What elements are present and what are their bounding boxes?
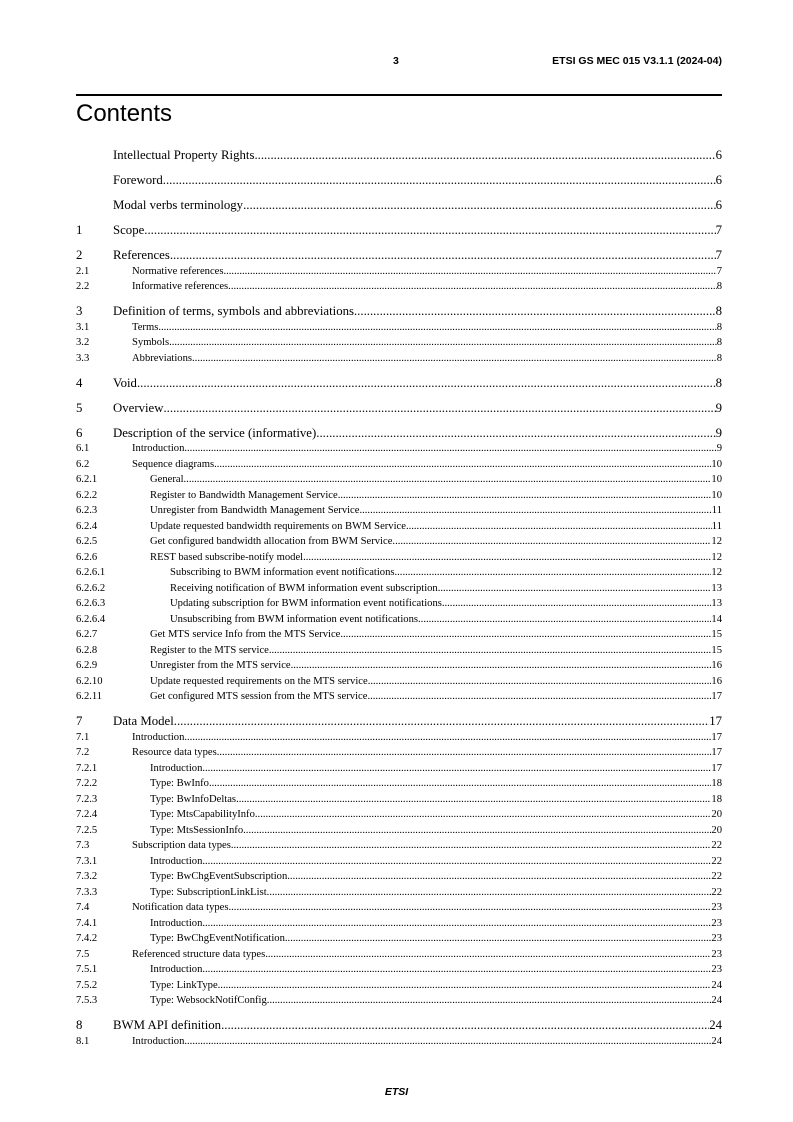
toc-dot-leader [221,1018,709,1034]
toc-entry-title: Type: WebsockNotifConfig [150,995,267,1006]
toc-dot-leader [169,335,717,351]
toc-entry-number: 6.2.8 [76,644,98,656]
toc-entry[interactable] [76,627,722,643]
table-of-contents [76,148,722,1049]
toc-entry[interactable] [76,534,722,550]
toc-entry[interactable] [76,916,722,932]
toc-entry-title: Subscription data types [132,840,231,851]
toc-entry[interactable] [76,596,722,612]
toc-dot-leader [367,689,711,705]
toc-entry-page: 22 [711,855,722,867]
toc-entry-number: 2.2 [76,281,90,292]
toc-entry[interactable] [76,869,722,885]
toc-dot-leader [170,248,716,264]
toc-entry[interactable] [76,441,722,457]
toc-entry-title: Modal verbs terminology [113,198,244,212]
toc-entry-page: 23 [711,902,722,913]
toc-entry-number: 6.2.6.1 [76,567,106,578]
toc-entry-page: 6 [715,198,722,212]
toc-entry-title: Get configured bandwidth allocation from BWM Service [150,536,393,547]
toc-entry-number: 6.2.4 [76,520,98,532]
toc-entry-number: 7.2.2 [76,778,98,789]
toc-entry-number: 6.2.6.3 [76,598,106,609]
toc-entry-number: 6.2.6.2 [76,582,106,594]
toc-entry[interactable] [76,581,722,597]
toc-entry-page: 18 [711,793,722,805]
toc-entry[interactable] [76,689,722,705]
toc-dot-leader [303,550,711,566]
toc-dot-leader [291,658,712,674]
toc-entry-page: 24 [711,1035,722,1047]
toc-entry-page: 23 [711,964,722,975]
toc-entry-page: 18 [711,778,722,789]
toc-entry-number: 6.2.1 [76,474,98,485]
toc-entry-number: 7 [76,714,83,728]
toc-entry-number: 7.4.2 [76,933,98,944]
toc-dot-leader [442,596,712,612]
toc-dot-leader [163,401,715,417]
toc-entry[interactable] [76,962,722,978]
toc-entry-page: 8 [715,375,722,390]
toc-entry-page: 17 [711,747,722,758]
toc-entry-page: 9 [715,425,722,440]
toc-entry[interactable] [76,854,722,870]
toc-entry-title: Foreword [113,173,163,187]
page-title: Contents [76,100,173,127]
toc-entry-number: 8.1 [76,1035,90,1047]
toc-entry-title: Subscribing to BWM information event notifications [170,567,395,578]
toc-entry-title: References [113,248,170,262]
toc-entry-page: 6 [715,173,722,187]
toc-dot-leader [163,173,716,189]
toc-entry-number: 7.2.5 [76,824,98,836]
toc-entry[interactable] [76,223,722,239]
toc-entry-page: 22 [711,886,722,898]
toc-entry-title: Informative references [132,281,229,292]
toc-dot-leader [265,947,711,963]
toc-dot-leader [438,581,712,597]
toc-dot-leader [144,223,715,239]
toc-dot-leader [236,792,711,808]
toc-entry-page: 20 [711,809,722,820]
toc-entry-number: 6.1 [76,443,90,454]
toc-entry-page: 7 [716,265,722,277]
toc-entry-title: BWM API definition [113,1018,222,1032]
toc-dot-leader [395,565,712,581]
toc-entry-title: Update requested requirements on the MTS service [150,675,368,687]
toc-dot-leader [392,534,711,550]
toc-entry[interactable] [76,838,722,854]
toc-entry-title: Type: BwInfo [150,778,209,789]
toc-entry-page: 12 [711,551,722,563]
toc-entry-title: Introduction [132,1035,185,1047]
toc-entry-title: Unsubscribing from BWM information event notifications [170,613,419,625]
toc-entry-number: 7.3.1 [76,855,98,867]
toc-entry-title: Introduction [132,731,185,743]
toc-entry[interactable] [76,1018,722,1034]
toc-entry-title: Abbreviations [132,352,193,364]
toc-entry-title: Introduction [150,917,203,929]
toc-entry-title: Overview [113,400,164,415]
toc-entry[interactable] [76,947,722,963]
toc-entry-title: REST based subscribe-notify model [150,551,304,563]
toc-dot-leader [184,472,712,488]
toc-dot-leader [338,488,712,504]
toc-entry[interactable] [76,658,722,674]
toc-entry-page: 6 [715,148,722,162]
toc-entry-page: 14 [711,613,722,625]
toc-entry-page: 16 [711,660,722,671]
toc-entry[interactable] [76,1034,722,1050]
toc-entry-number: 4 [76,375,83,390]
toc-entry-page: 8 [715,304,722,318]
toc-entry-title: Definition of terms, symbols and abbreviations [113,304,354,318]
toc-entry-title: Symbols [132,337,170,348]
toc-dot-leader [202,854,711,870]
toc-entry-number: 7.2.3 [76,793,98,805]
toc-entry[interactable] [76,472,722,488]
toc-entry-number: 1 [76,223,83,237]
toc-entry[interactable] [76,612,722,628]
toc-entry-title: Type: LinkType [150,979,218,991]
toc-entry[interactable] [76,148,722,164]
toc-dot-leader [285,931,712,947]
toc-dot-leader [174,714,709,730]
toc-entry-number: 7.2 [76,747,90,758]
toc-entry-title: Type: MtsCapabilityInfo [150,809,255,820]
toc-dot-leader [202,962,711,978]
toc-entry[interactable] [76,248,722,264]
toc-entry-number: 7.3.2 [76,871,98,882]
toc-entry[interactable] [76,745,722,761]
toc-entry-title: Introduction [150,964,203,975]
toc-entry-number: 3 [76,304,83,318]
toc-entry-number: 6.2.10 [76,675,103,687]
toc-dot-leader [158,320,716,336]
toc-entry-page: 10 [711,489,722,501]
toc-entry-title: Sequence diagrams [132,458,215,470]
toc-dot-leader [243,823,711,839]
toc-entry[interactable] [76,674,722,690]
toc-entry[interactable] [76,714,722,730]
toc-entry-title: Receiving notification of BWM information event subscription [170,582,438,594]
toc-dot-leader [267,885,712,901]
toc-entry-page: 17 [711,731,722,743]
toc-entry-page: 15 [711,644,722,656]
toc-dot-leader [368,674,712,690]
toc-entry-number: 7.2.1 [76,762,98,774]
toc-dot-leader [228,279,717,295]
toc-entry[interactable] [76,550,722,566]
toc-dot-leader [255,807,712,823]
toc-entry[interactable] [76,823,722,839]
toc-entry-title: Referenced structure data types [132,948,266,960]
toc-entry-title: Void [113,375,137,390]
toc-entry[interactable] [76,792,722,808]
toc-dot-leader [287,869,711,885]
toc-entry-page: 17 [709,714,722,728]
toc-entry[interactable] [76,730,722,746]
toc-entry-page: 8 [716,337,722,348]
toc-entry-number: 3.3 [76,352,90,364]
toc-entry-number: 6.2.7 [76,629,98,640]
toc-entry-page: 10 [711,474,722,485]
toc-entry-number: 6.2.6 [76,551,98,563]
toc-dot-leader [354,304,716,320]
toc-entry-page: 13 [711,582,722,594]
toc-entry-number: 8 [76,1018,83,1032]
toc-entry-title: Type: MtsSessionInfo [150,824,244,836]
toc-entry-number: 7.5.2 [76,979,98,991]
toc-entry-title: Get configured MTS session from the MTS service [150,691,368,702]
toc-dot-leader [217,745,712,761]
toc-entry-title: Description of the service (informative) [113,425,317,440]
toc-dot-leader [340,627,711,643]
toc-entry-number: 6.2.2 [76,489,98,501]
toc-dot-leader [223,264,716,280]
toc-entry-title: Introduction [150,762,203,774]
toc-dot-leader [254,148,715,164]
toc-entry-number: 7.5.3 [76,995,98,1006]
toc-entry[interactable] [76,503,722,519]
toc-entry-title: Introduction [132,443,185,454]
toc-entry-title: Register to Bandwidth Management Service [150,489,338,501]
toc-entry-title: Update requested bandwidth requirements on BWM Service [150,520,406,532]
toc-entry-page: 22 [711,840,722,851]
toc-entry-title: Data Model [113,714,174,728]
toc-entry-number: 6 [76,425,83,440]
toc-entry-page: 8 [716,281,722,292]
toc-entry-page: 8 [716,352,722,364]
toc-entry-title: Scope [113,223,145,237]
toc-dot-leader [184,441,716,457]
toc-entry-number: 2.1 [76,265,90,277]
toc-entry-title: Get MTS service Info from the MTS Service [150,629,341,640]
toc-entry-number: 3.1 [76,321,90,333]
toc-entry[interactable] [76,457,722,473]
toc-dot-leader [192,351,717,367]
toc-entry-page: 22 [711,871,722,882]
toc-entry-number: 6.2 [76,458,90,470]
toc-entry-number: 7.5 [76,948,90,960]
toc-entry-page: 24 [709,1018,722,1032]
toc-entry[interactable] [76,198,722,214]
toc-entry[interactable] [76,376,722,392]
toc-entry-number: 3.2 [76,337,90,348]
toc-entry-page: 11 [711,505,722,516]
toc-entry-number: 2 [76,248,83,262]
toc-entry[interactable] [76,993,722,1009]
toc-dot-leader [202,761,711,777]
toc-entry[interactable] [76,401,722,417]
toc-entry[interactable] [76,173,722,189]
toc-entry-page: 23 [711,917,722,929]
toc-entry-page: 12 [711,536,722,547]
toc-entry-title: General [150,474,184,485]
toc-entry-page: 16 [711,675,722,687]
toc-entry-page: 24 [711,979,722,991]
toc-dot-leader [184,1034,711,1050]
toc-dot-leader [214,457,711,473]
toc-entry-page: 9 [716,443,722,454]
toc-entry-title: Notification data types [132,902,229,913]
toc-entry[interactable] [76,807,722,823]
toc-entry[interactable] [76,761,722,777]
toc-entry[interactable] [76,885,722,901]
toc-entry-title: Unregister from the MTS service [150,660,291,671]
toc-dot-leader [359,503,711,519]
toc-entry-title: Unregister from Bandwidth Management Service [150,505,360,516]
toc-entry-title: Terms [132,321,159,333]
toc-entry-page: 17 [711,691,722,702]
toc-entry[interactable] [76,978,722,994]
toc-entry-page: 8 [716,321,722,333]
toc-dot-leader [269,643,712,659]
toc-entry-number: 7.2.4 [76,809,98,820]
toc-entry-title: Type: BwInfoDeltas [150,793,237,805]
toc-entry-number: 7.3.3 [76,886,98,898]
toc-entry-number: 6.2.3 [76,505,98,516]
toc-entry-title: Normative references [132,265,224,277]
toc-entry-page: 7 [715,248,722,262]
toc-dot-leader [184,730,711,746]
toc-entry-number: 7.4.1 [76,917,98,929]
toc-entry-page: 23 [711,948,722,960]
toc-dot-leader [209,776,711,792]
toc-entry[interactable] [76,565,722,581]
toc-entry[interactable] [76,351,722,367]
document-id: ETSI GS MEC 015 V3.1.1 (2024-04) [552,55,722,67]
toc-dot-leader [243,198,716,214]
toc-entry[interactable] [76,304,722,320]
toc-entry[interactable] [76,320,722,336]
toc-entry[interactable] [76,488,722,504]
toc-entry-number: 7.1 [76,731,90,743]
toc-entry-page: 13 [711,598,722,609]
toc-entry-title: Type: BwChgEventNotification [150,933,285,944]
toc-entry-page: 10 [711,458,722,470]
toc-dot-leader [218,978,712,994]
toc-entry-number: 7.4 [76,902,90,913]
toc-entry[interactable] [76,264,722,280]
toc-entry-page: 9 [715,400,722,415]
toc-dot-leader [137,376,716,392]
toc-entry-page: 11 [711,520,722,532]
toc-dot-leader [229,900,712,916]
toc-entry[interactable] [76,279,722,295]
toc-entry-title: Introduction [150,855,203,867]
toc-entry[interactable] [76,426,722,442]
toc-entry-title: Updating subscription for BWM information event notifications [170,598,442,609]
toc-entry-page: 12 [711,567,722,578]
toc-entry-page: 15 [711,629,722,640]
toc-entry-page: 24 [711,995,722,1006]
toc-entry[interactable] [76,900,722,916]
toc-dot-leader [316,426,715,442]
toc-entry[interactable] [76,335,722,351]
toc-entry[interactable] [76,643,722,659]
toc-entry-number: 6.2.6.4 [76,613,106,625]
toc-entry[interactable] [76,776,722,792]
toc-entry-number: 6.2.5 [76,536,98,547]
toc-dot-leader [418,612,711,628]
toc-entry[interactable] [76,519,722,535]
toc-dot-leader [202,916,711,932]
toc-entry-title: Register to the MTS service [150,644,269,656]
footer-etsi: ETSI [384,1086,409,1098]
toc-dot-leader [406,519,712,535]
toc-entry-title: Intellectual Property Rights [113,148,255,162]
toc-entry-number: 7.3 [76,840,90,851]
toc-entry-title: Type: SubscriptionLinkList [150,886,267,898]
toc-entry-number: 6.2.11 [76,691,103,702]
header-rule [76,94,722,96]
toc-entry[interactable] [76,931,722,947]
toc-entry-page: 17 [711,762,722,774]
toc-entry-number: 6.2.9 [76,660,98,671]
toc-entry-page: 7 [715,223,722,237]
toc-entry-page: 23 [711,933,722,944]
toc-entry-number: 7.5.1 [76,964,98,975]
toc-dot-leader [267,993,712,1009]
toc-dot-leader [231,838,712,854]
toc-entry-title: Resource data types [132,747,217,758]
toc-entry-title: Type: BwChgEventSubscription [150,871,288,882]
toc-entry-number: 5 [76,400,83,415]
page-number: 3 [393,55,399,67]
toc-entry-page: 20 [711,824,722,836]
